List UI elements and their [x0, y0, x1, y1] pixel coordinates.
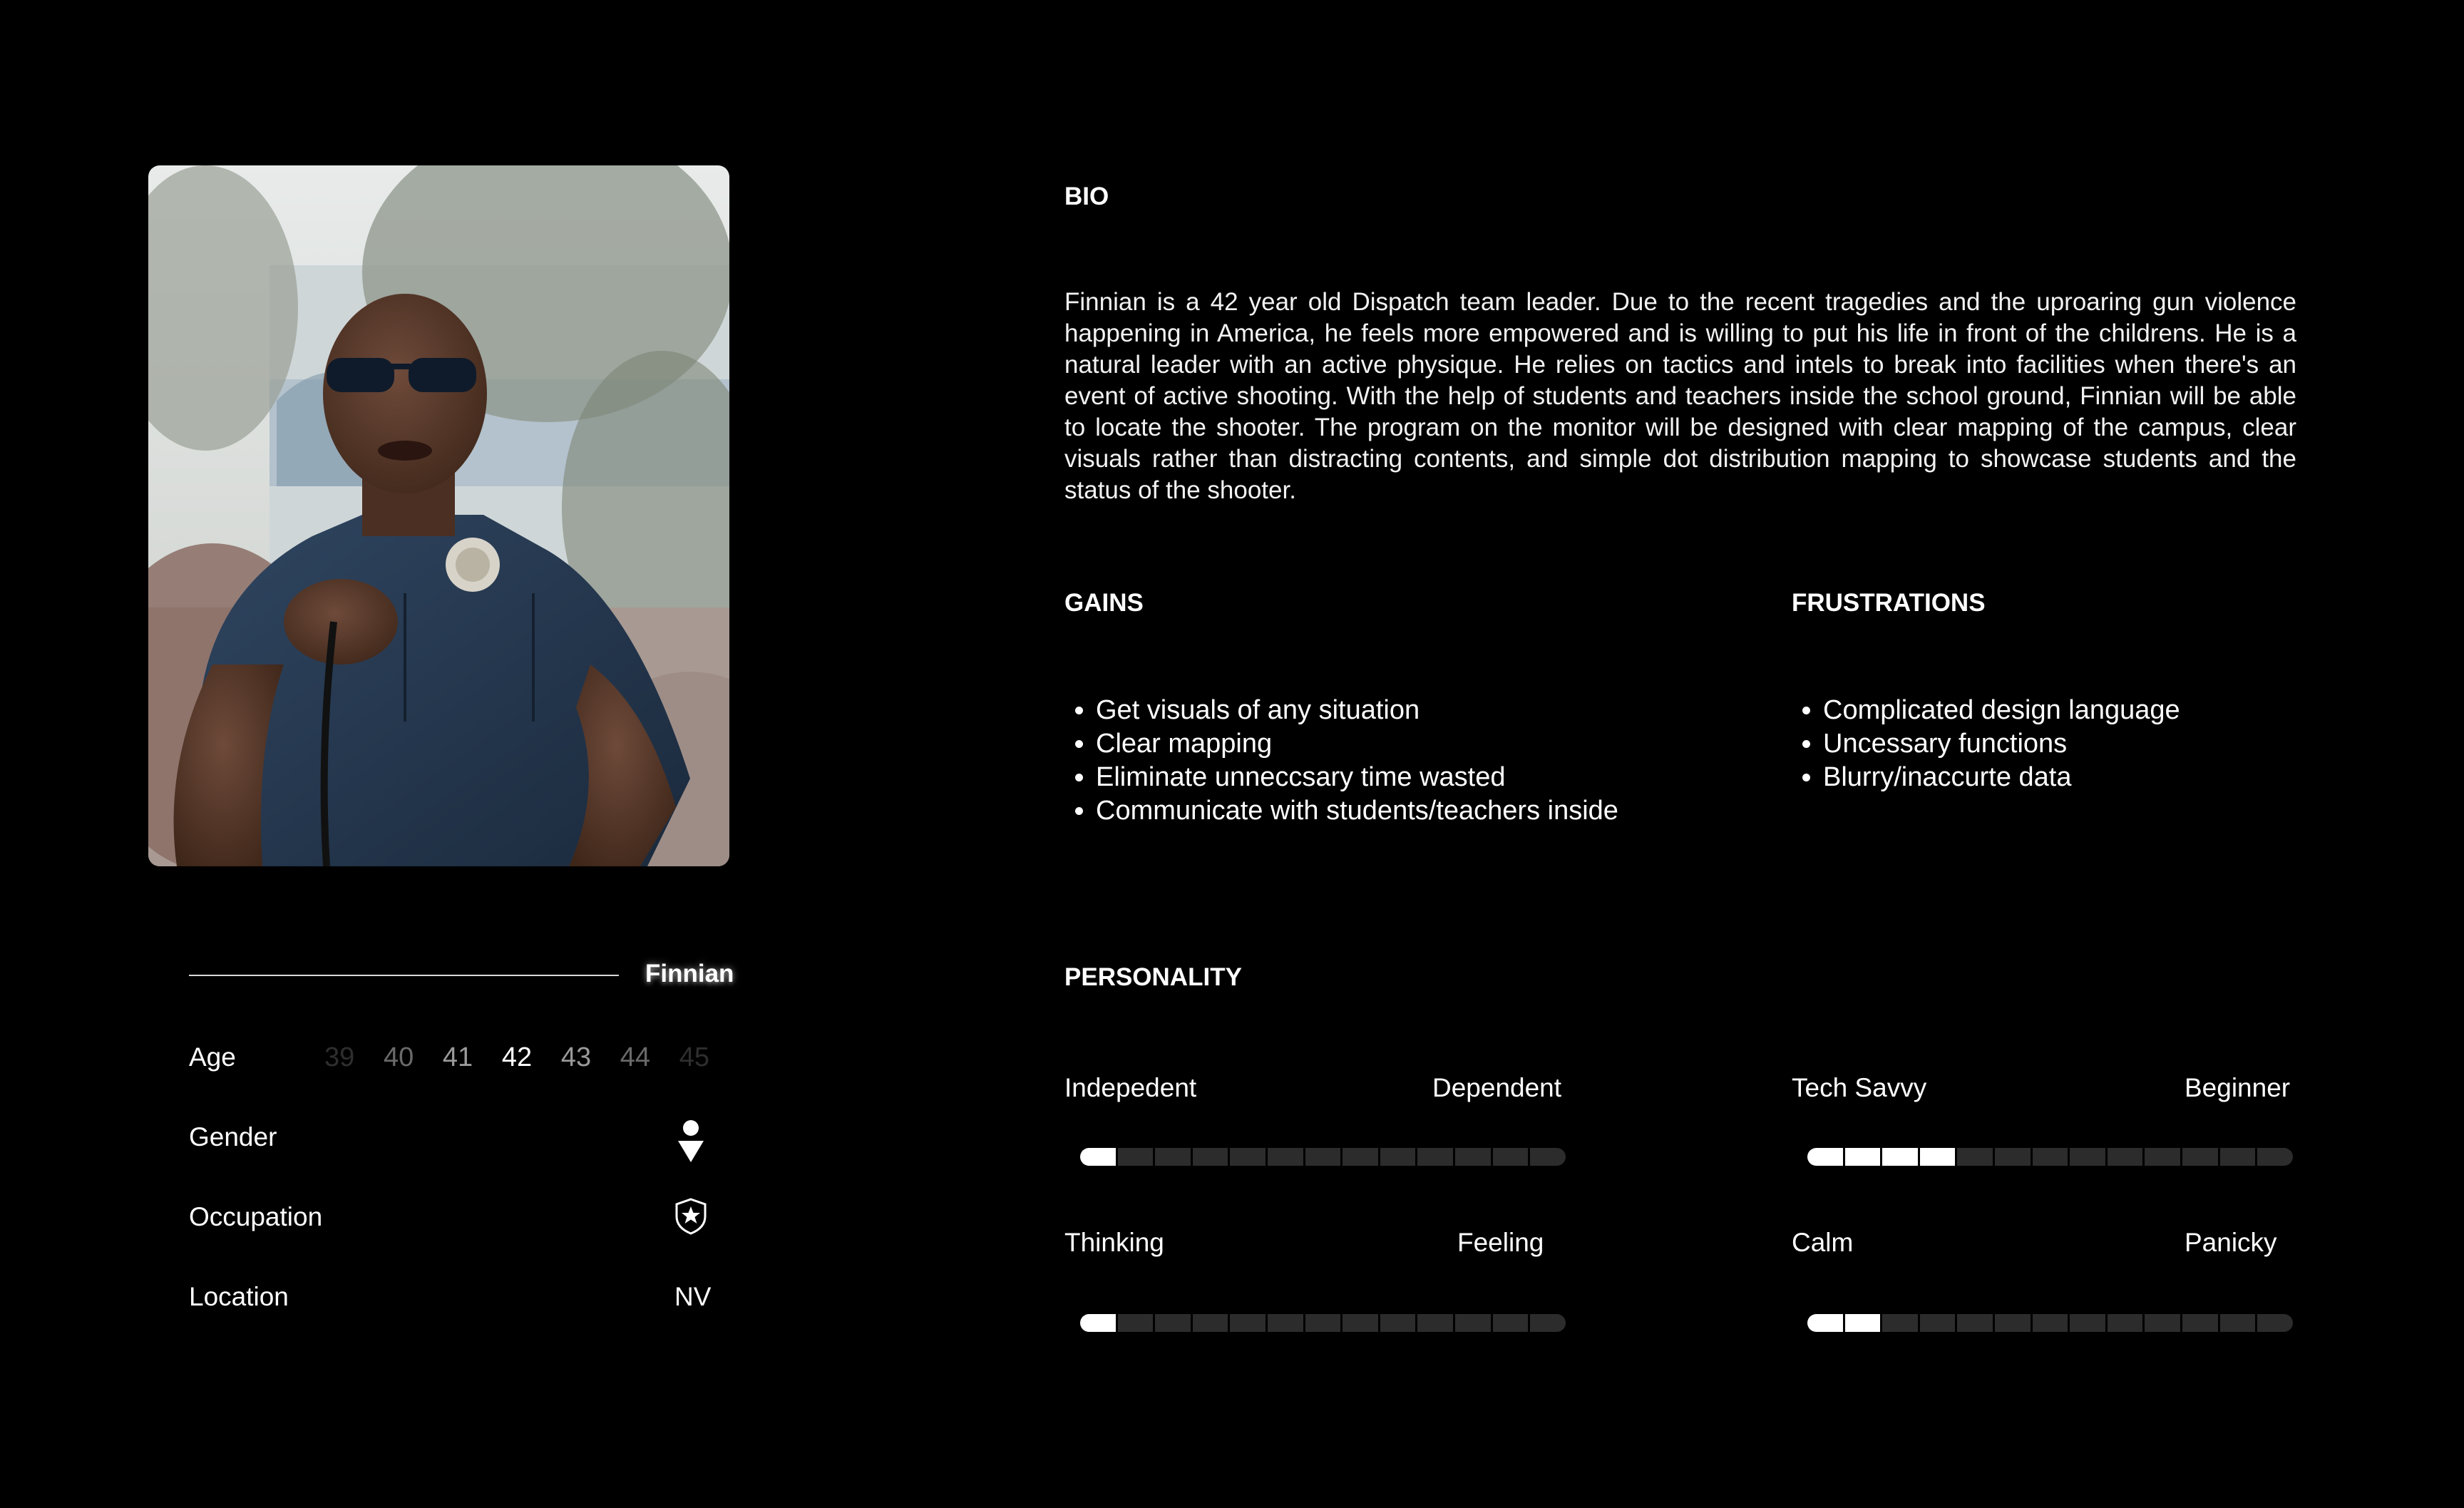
age-option: 45	[679, 1042, 709, 1072]
age-option: 43	[560, 1042, 592, 1072]
trait-scale	[1080, 1148, 1566, 1166]
scale-segment	[1493, 1148, 1529, 1166]
age-option: 44	[620, 1042, 651, 1072]
scale-segment	[1845, 1314, 1881, 1332]
scale-segment	[1882, 1148, 1918, 1166]
scale-segment	[1380, 1148, 1416, 1166]
trait-scale	[1080, 1314, 1566, 1332]
scale-segment	[2145, 1148, 2180, 1166]
trait-right-label: Beginner	[2185, 1073, 2291, 1102]
scale-segment	[1343, 1148, 1378, 1166]
scale-segment	[1155, 1314, 1191, 1332]
scale-segment	[1417, 1314, 1453, 1332]
name-divider	[189, 975, 619, 976]
list-item: • Complicated design language	[1823, 694, 2464, 727]
scale-segment	[1118, 1148, 1154, 1166]
scale-segment	[1305, 1314, 1341, 1332]
list-item: • Get visuals of any situation	[1096, 694, 1809, 727]
scale-segment	[1455, 1148, 1491, 1166]
bio-text: Finnian is a 42 year old Dispatch team leader. Due to the recent tragedies and the uproaring gun violence happening in America, he feels more empowered and is willing to put his life in front of the childrens. He is a natural leader with an active physique. He relies on tactics and intels to break into facilities when there's an event of active shooting. With the help of students and teachers inside the school ground, Finnian will be able to locate the shooter. The program on the monitor will be designed with clear mapping of the campus, clear visuals rather than distracting contents, and simple dot distribution mapping to showcase students and the status of the shooter.	[1064, 288, 2296, 504]
scale-segment	[1530, 1148, 1566, 1166]
trait-left-label: Calm	[1792, 1228, 1854, 1257]
scale-segment	[1455, 1314, 1491, 1332]
scale-segment	[1155, 1148, 1191, 1166]
police-badge-icon	[674, 1198, 707, 1235]
list-item: • Eliminate unneccsary time wasted	[1096, 761, 1809, 794]
trait-left-label: Indepedent	[1064, 1073, 1197, 1102]
scale-segment	[1193, 1314, 1228, 1332]
scale-segment	[1845, 1148, 1881, 1166]
scale-segment	[2033, 1148, 2068, 1166]
trait-scale	[1807, 1314, 2293, 1332]
age-label: Age	[189, 1042, 236, 1072]
scale-segment	[1807, 1148, 1843, 1166]
age-scale	[324, 1042, 709, 1073]
scale-segment	[1230, 1314, 1266, 1332]
scale-segment	[2257, 1148, 2293, 1166]
scale-segment	[2182, 1314, 2218, 1332]
list-item: • Clear mapping	[1096, 727, 1809, 761]
scale-segment	[1118, 1314, 1154, 1332]
scale-segment	[1920, 1148, 1956, 1166]
scale-segment	[1882, 1314, 1918, 1332]
scale-segment	[1343, 1314, 1378, 1332]
scale-segment	[1957, 1314, 1993, 1332]
personality-heading: PERSONALITY	[1064, 963, 1242, 991]
scale-segment	[1493, 1314, 1529, 1332]
scale-segment	[2145, 1314, 2180, 1332]
frustrations-heading: FRUSTRATIONS	[1792, 589, 1986, 617]
scale-segment	[2257, 1314, 2293, 1332]
scale-segment	[2070, 1314, 2105, 1332]
trait-left-label: Tech Savvy	[1792, 1073, 1927, 1102]
bio-heading: BIO	[1064, 183, 1109, 210]
occupation-label: Occupation	[189, 1202, 323, 1231]
gains-list	[1064, 694, 1809, 828]
gains-heading: GAINS	[1064, 589, 1144, 617]
age-option: 39	[324, 1042, 355, 1072]
scale-segment	[2220, 1148, 2256, 1166]
scale-segment	[1268, 1148, 1303, 1166]
scale-segment	[1957, 1148, 1993, 1166]
list-item: • Blurry/inaccurte data	[1823, 761, 2464, 794]
age-option: 40	[383, 1042, 414, 1072]
scale-segment	[1080, 1148, 1116, 1166]
age-option: 41	[442, 1042, 473, 1072]
scale-segment	[2070, 1148, 2105, 1166]
age-option: 42	[501, 1042, 533, 1072]
trait-right-label: Panicky	[2185, 1228, 2277, 1257]
scale-segment	[2220, 1314, 2256, 1332]
scale-segment	[1530, 1314, 1566, 1332]
trait-scale	[1807, 1148, 2293, 1166]
scale-segment	[1193, 1148, 1228, 1166]
scale-segment	[1417, 1148, 1453, 1166]
scale-segment	[1305, 1148, 1341, 1166]
scale-segment	[2033, 1314, 2068, 1332]
location-value: NV	[674, 1282, 712, 1311]
scale-segment	[1807, 1314, 1843, 1332]
list-item: • Communicate with students/teachers inside	[1096, 794, 1809, 828]
scale-segment	[1230, 1148, 1266, 1166]
location-label: Location	[189, 1282, 289, 1311]
scale-segment	[1268, 1314, 1303, 1332]
scale-segment	[1920, 1314, 1956, 1332]
persona-name: Finnian	[645, 960, 734, 988]
profile-photo	[148, 165, 729, 866]
trait-right-label: Feeling	[1457, 1228, 1544, 1257]
trait-right-label: Dependent	[1432, 1073, 1562, 1102]
list-item: • Uncessary functions	[1823, 727, 2464, 761]
trait-left-label: Thinking	[1064, 1228, 1164, 1257]
gender-label: Gender	[189, 1122, 277, 1151]
frustrations-list	[1792, 694, 2464, 794]
scale-segment	[2182, 1148, 2218, 1166]
scale-segment	[2108, 1148, 2143, 1166]
scale-segment	[1080, 1314, 1116, 1332]
scale-segment	[1995, 1148, 2031, 1166]
scale-segment	[1380, 1314, 1416, 1332]
scale-segment	[2108, 1314, 2143, 1332]
person-pin-icon	[675, 1119, 707, 1162]
scale-segment	[1995, 1314, 2031, 1332]
